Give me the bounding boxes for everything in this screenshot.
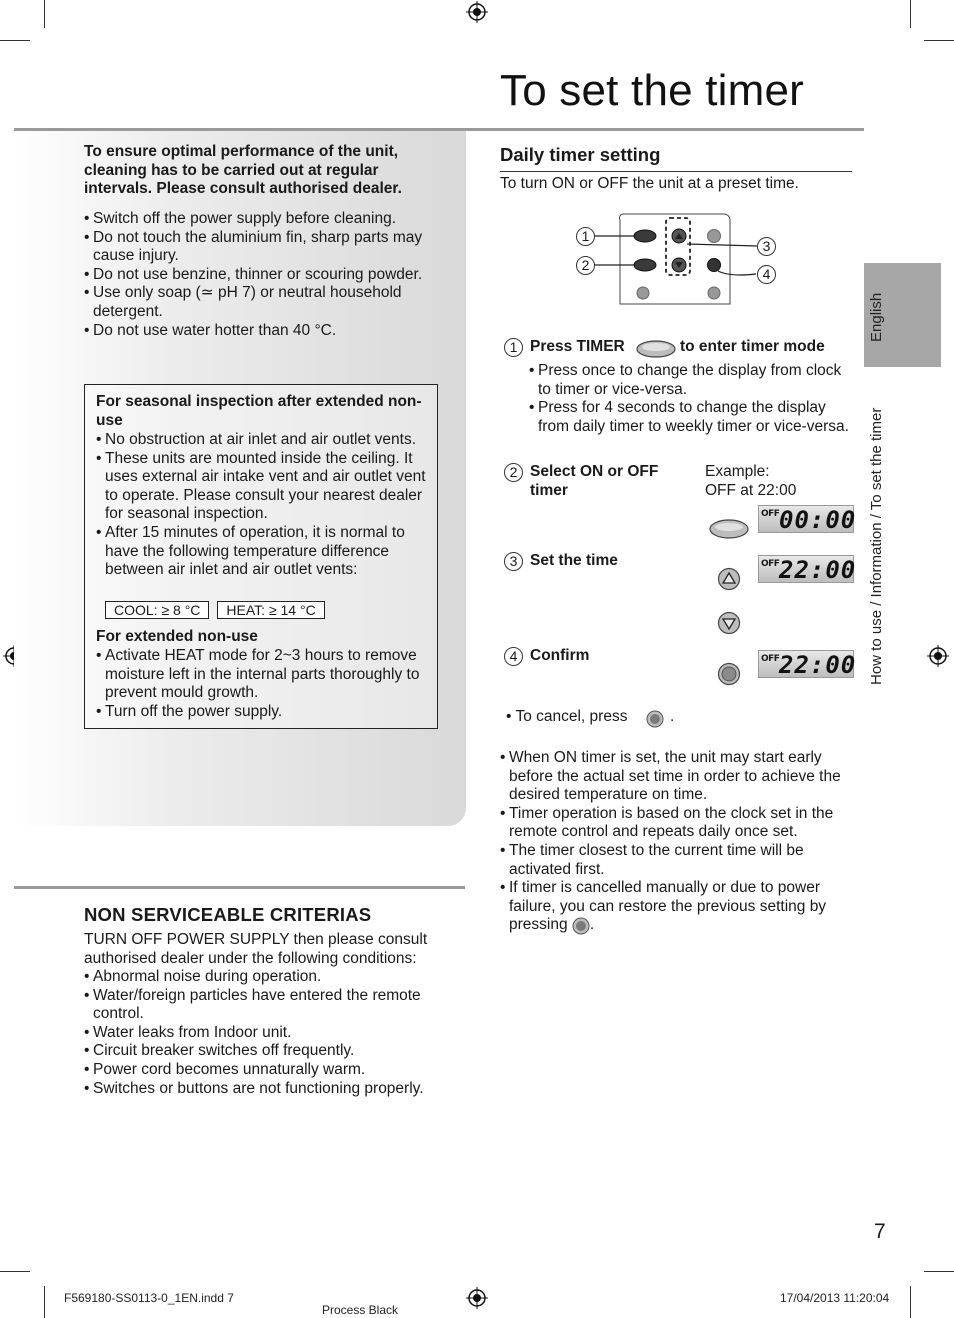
crop-mark — [910, 0, 911, 28]
section-rule — [14, 886, 465, 889]
example-label: Example: — [705, 463, 770, 480]
section-rule — [500, 171, 852, 172]
list-item: • Turn off the power supply. — [96, 703, 429, 722]
timer-notes — [500, 749, 850, 935]
remote-control-diagram — [572, 210, 782, 310]
callout-2: 2 — [576, 256, 595, 275]
list-item: • Timer operation is based on the clock set in the remote control and repeats daily once set. — [500, 805, 850, 842]
seasonal-title: For seasonal inspection after extended non-use — [96, 393, 422, 429]
list-item: • After 15 minutes of operation, it is normal to have the following temperature difference between air inlet and air outlet vents: — [96, 524, 429, 580]
step-4-number: 4 — [504, 647, 523, 666]
lcd-display — [758, 650, 857, 679]
list-item: • Activate HEAT mode for 2~3 hours to remove moisture left in the internal parts thoroughly to prevent mould growth. — [96, 647, 429, 703]
list-item: • No obstruction at air inlet and air outlet vents. — [96, 431, 429, 450]
callout-4: 4 — [757, 265, 776, 284]
step-2-title: Select ON or OFF timer — [530, 463, 659, 499]
non-service-bullets — [84, 968, 456, 1098]
extended-bullets — [96, 647, 429, 721]
footer-process: Process Black — [322, 1303, 399, 1317]
crop-mark — [910, 1286, 911, 1318]
cancel-text: To cancel, press — [515, 708, 628, 725]
callout-1: 1 — [576, 227, 595, 246]
lcd-off-indicator: OFF — [761, 559, 780, 569]
list-item: • Water leaks from Indoor unit. — [84, 1024, 456, 1043]
footer-datetime: 17/04/2013 11:20:04 — [780, 1291, 890, 1305]
list-item: • Power cord becomes unnaturally warm. — [84, 1061, 456, 1080]
lcd-off-indicator: OFF — [761, 509, 780, 519]
non-service-title: NON SERVICEABLE CRITERIAS — [84, 904, 372, 925]
cancel-button-icon — [646, 710, 664, 728]
restore-button-icon — [572, 917, 590, 935]
list-item: • Circuit breaker switches off frequently. — [84, 1042, 456, 1061]
step-1-bullets — [529, 362, 851, 436]
list-item: • Switch off the power supply before cleaning. — [84, 210, 429, 229]
crop-mark — [44, 0, 45, 28]
registration-mark-icon — [466, 1, 488, 23]
crop-mark — [44, 1286, 45, 1318]
daily-timer-title: Daily timer setting — [500, 144, 661, 165]
list-item: • When ON timer is set, the unit may start early before the actual set time in order to achieve the desired temperature on time. — [500, 749, 850, 805]
list-item: • These units are mounted inside the ceiling. It uses external air intake vent and air outlet vent to operate. Please consult your nearest dealer for seasonal inspection. — [96, 450, 429, 524]
list-item: • Do not use water hotter than 40 °C. — [84, 322, 429, 341]
list-item — [500, 879, 850, 935]
cleaning-bullets — [84, 210, 429, 340]
cancel-instruction: • To cancel, press — [506, 708, 628, 725]
list-item: • Press for 4 seconds to change the display from daily timer to weekly timer or vice-versa. — [529, 399, 851, 436]
cancel-period: . — [670, 708, 675, 725]
crop-mark — [0, 1271, 30, 1272]
step-1-suffix: to enter timer mode — [680, 338, 825, 355]
step-3-number: 3 — [504, 552, 523, 571]
lcd-time: 22:00 — [779, 556, 857, 584]
list-item: • Switches or buttons are not functioning properly. — [84, 1080, 456, 1099]
callout-3: 3 — [757, 237, 776, 256]
restore-period: . — [589, 916, 595, 934]
crop-mark — [0, 40, 30, 41]
registration-mark-icon — [927, 645, 949, 667]
section-vertical-label: How to use / Information / To set the timer — [868, 407, 885, 685]
lcd-off-indicator: OFF — [761, 654, 780, 664]
language-tab-label: English — [868, 292, 885, 342]
list-item: • Abnormal noise during operation. — [84, 968, 456, 987]
example-value: OFF at 22:00 — [705, 482, 797, 499]
up-arrow-button-icon — [717, 567, 741, 591]
lcd-time: 00:00 — [779, 506, 857, 534]
crop-mark — [924, 1271, 954, 1272]
list-item: • Do not touch the aluminium fin, sharp parts may cause injury. — [84, 229, 429, 266]
set-button-icon — [717, 662, 741, 686]
step-4-title: Confirm — [530, 647, 590, 664]
heat-temp-label: HEAT: ≥ 14 °C — [217, 601, 324, 619]
lcd-display — [758, 555, 857, 584]
list-item: • Press once to change the display from clock to timer or vice-versa. — [529, 362, 851, 399]
list-item: • Do not use benzine, thinner or scouring powder. — [84, 266, 429, 285]
step-1-prefix: Press TIMER — [530, 338, 625, 355]
extended-title: For extended non-use — [96, 628, 258, 645]
daily-timer-intro: To turn ON or OFF the unit at a preset time. — [500, 175, 799, 192]
page-title: To set the timer — [500, 66, 804, 115]
down-arrow-button-icon — [717, 611, 741, 635]
temperature-difference — [105, 601, 333, 620]
step-2-number: 2 — [504, 463, 523, 482]
non-service-intro: TURN OFF POWER SUPPLY then please consult authorised dealer under the following conditions: — [84, 931, 428, 967]
restore-note: If timer is cancelled manually or due to power failure, you can restore the previous setting by pressing — [509, 879, 827, 934]
timer-button-icon — [708, 518, 750, 540]
lcd-time: 22:00 — [779, 651, 857, 679]
cleaning-intro: To ensure optimal performance of the unit, cleaning has to be carried out at regular intervals. Please consult authorised dealer. — [84, 143, 402, 198]
crop-mark — [924, 40, 954, 41]
list-item: • Use only soap (≃ pH 7) or neutral household detergent. — [84, 284, 429, 321]
page-number: 7 — [874, 1220, 886, 1243]
list-item: • The timer closest to the current time will be activated first. — [500, 842, 850, 879]
footer-file: F569180-SS0113-0_1EN.indd 7 — [64, 1291, 234, 1305]
seasonal-bullets — [96, 431, 429, 580]
lcd-display — [758, 505, 857, 534]
list-item: • Water/foreign particles have entered the remote control. — [84, 987, 456, 1024]
step-3-title: Set the time — [530, 552, 618, 569]
registration-mark-icon — [466, 1287, 488, 1309]
timer-button-icon — [635, 339, 677, 359]
cool-temp-label: COOL: ≥ 8 °C — [105, 601, 209, 619]
step-1-number: 1 — [504, 338, 523, 357]
